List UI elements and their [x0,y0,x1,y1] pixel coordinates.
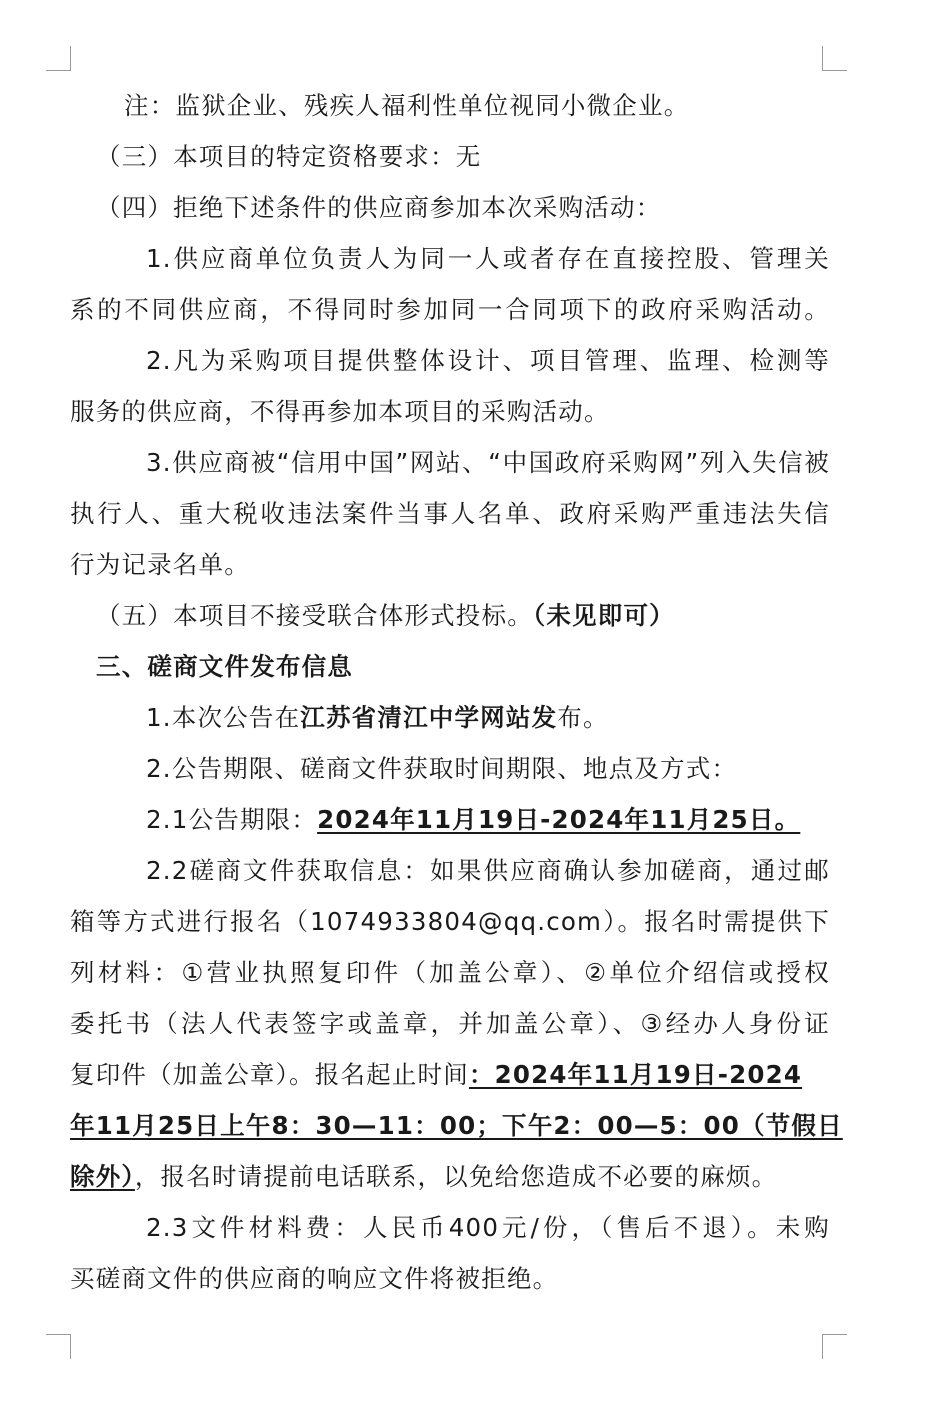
section-3-item-2-2-line-6 [70,1100,843,1151]
note-paragraph: 注：监狱企业、残疾人福利性单位视同小微企业。 [124,91,690,120]
item-4-1-line-1: 1.供应商单位负责人为同一人或者存在直接控股、管理关 [146,244,830,273]
page-corner-mark-bottom-right [822,1334,847,1359]
item-4-3-line-1: 3.供应商被“信用中国”网站、“中国政府采购网”列入失信被 [146,448,830,477]
section-3-item-2-2-line-5 [70,1049,830,1100]
item-5-bold-note: （未见即可） [532,601,675,630]
item-4-2-line-1: 2.凡为采购项目提供整体设计、项目管理、监理、检测等 [146,346,830,375]
item-3-paragraph: （三）本项目的特定资格要求：无 [96,142,482,171]
s3-22-registration-time-part-3: 除外） [70,1162,135,1191]
item-4-3-line-3: 行为记录名单。 [70,550,250,579]
s3-1-pre: 1.本次公告在 [146,703,301,732]
item-4-3-line-2: 执行人、重大税收违法案件当事人名单、政府采购严重违法失信 [70,499,830,528]
section-3-heading [70,641,830,692]
item-5-text: （五）本项目不接受联合体形式投标。 [96,601,533,630]
s3-1-website-name: 江苏省清江中学网站发 [300,703,558,732]
section-3-item-2-1 [70,794,830,845]
s3-22-e-pre: 复印件（加盖公章）。报名起止时间 [70,1060,469,1089]
item-4-2-line-2: 服务的供应商，不得再参加本项目的采购活动。 [70,397,610,426]
section-3-item-2-3-line-1: 2.3文件材料费：人民币400元/份，（售后不退）。未购 [146,1213,830,1242]
page-corner-mark-top-left [46,46,71,71]
section-3-item-2: 2.公告期限、磋商文件获取时间期限、地点及方式： [146,754,738,783]
s3-21-label: 2.1公告期限： [146,805,318,834]
document-body [70,80,843,1304]
section-3-item-2-2-line-7 [70,1151,830,1202]
item-5-paragraph [70,590,830,641]
s3-22-registration-time-part-2: 年11月25日上午8：30—11：00；下午2：00—5：00（节假日 [70,1111,843,1140]
s3-21-announcement-period: 2024年11月19日-2024年11月25日。 [317,805,801,834]
s3-22-registration-time-part-1: ：2024年11月19日-2024 [468,1060,803,1089]
section-3-item-2-2-line-2: 箱等方式进行报名（1074933804@qq.com）。报名时需提供下 [70,907,830,936]
section-3-item-2-2-line-3: 列材料：①营业执照复印件（加盖公章）、②单位介绍信或授权 [70,958,830,987]
s3-22-g-post: ，报名时请提前电话联系，以免给您造成不必要的麻烦。 [134,1162,778,1191]
section-3-item-2-2-line-4: 委托书（法人代表签字或盖章，并加盖公章）、③经办人身份证 [70,1009,830,1038]
section-3-item-1 [70,692,830,743]
page-corner-mark-top-right [822,46,847,71]
section-3-heading-text: 三、磋商文件发布信息 [96,652,353,681]
section-3-item-2-3-line-2: 买磋商文件的供应商的响应文件将被拒绝。 [70,1264,559,1293]
item-4-paragraph: （四）拒绝下述条件的供应商参加本次采购活动： [96,193,662,222]
page-corner-mark-bottom-left [46,1334,71,1359]
section-3-item-2-2-line-1: 2.2磋商文件获取信息：如果供应商确认参加磋商，通过邮 [146,856,830,885]
item-4-1-line-2: 系的不同供应商，不得同时参加同一合同项下的政府采购活动。 [70,295,830,324]
s3-1-post: 布。 [557,703,609,732]
